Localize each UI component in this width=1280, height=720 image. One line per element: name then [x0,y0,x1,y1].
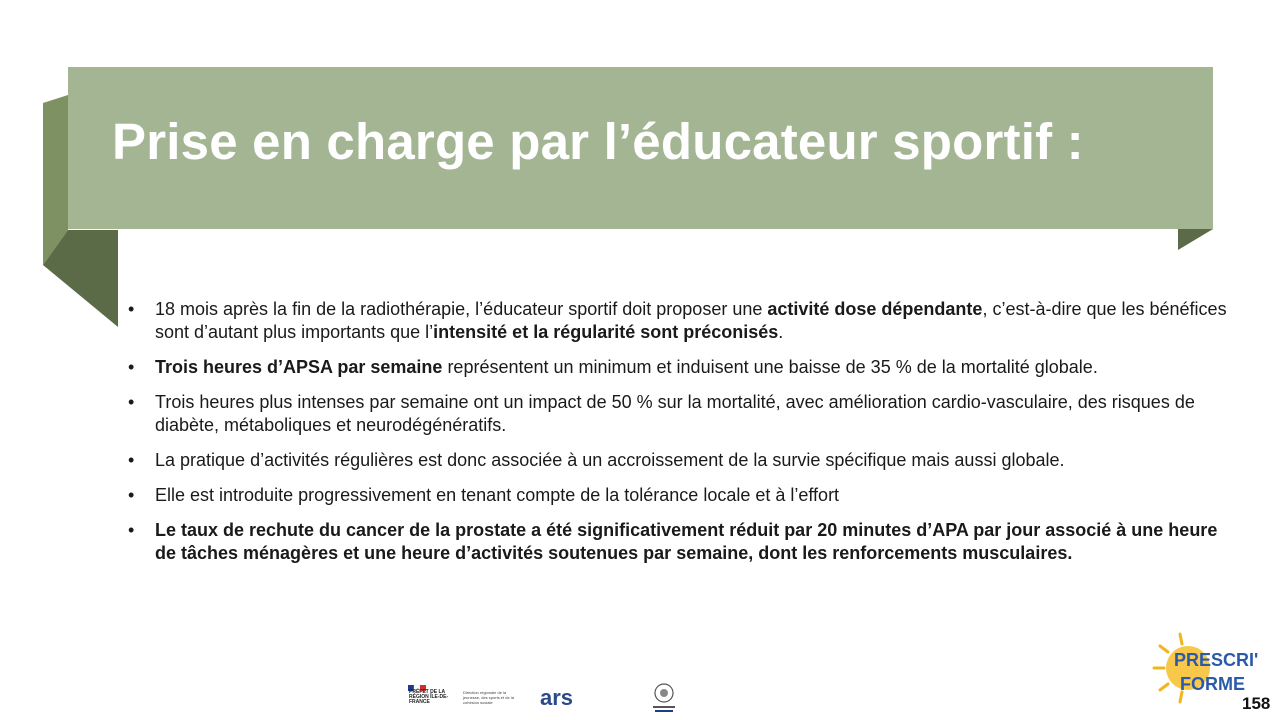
slide-title: Prise en charge par l’éducateur sportif : [112,113,1084,170]
bullet-text-bold: Trois heures d’APSA par semaine [155,357,443,377]
bullet-text-bold: activité dose dépendante [767,299,983,319]
bullet-text-bold: Le taux de rechute du cancer de la prostate a été significativement réduit par 20 minutes d’APA par jour associé à une heure de tâches ménagères et une heure d’activités soutenues par semaine, dont les renforcements musculaires. [155,520,1218,563]
bullet-item [128,449,1238,472]
ars-logo [540,685,573,711]
bullet-text: Trois heures plus intenses par semaine ont un impact de 50 % sur la mortalité, avec amélioration cardio-vasculaire, des risques de diabète, métaboliques et neurodégénératifs. [155,392,1195,435]
page-number: 158 [1242,694,1271,713]
bullet-item [128,391,1238,437]
bullet-text: Elle est introduite progressivement en tenant compte de la tolérance locale et à l’effort [155,485,840,505]
bullet-text: , c’est-à-dire que les bénéfices sont d’autant plus importants que l’ [155,299,1227,342]
prefet-logo-text: PRÉFET DE LA RÉGION ÎLE-DE-FRANCE [409,689,449,705]
bullet-item [128,356,1238,379]
prescriforme-logo-line1: PRESCRI' [1174,650,1259,670]
bullet-text: représentent un minimum et induisent une baisse de 35 % de la mortalité globale. [442,357,1098,377]
ars-logo-text: ars [540,685,574,710]
prescriforme-logo-line2: FORME [1180,674,1245,694]
drjscs-logo-text: Direction régionale de la jeunesse, des sports et de la cohésion sociale [463,690,514,705]
bullet-item [128,484,1238,507]
bullet-text-bold: intensité et la régularité sont préconisés [433,322,779,342]
bullet-item [128,519,1238,565]
bullet-text: La pratique d’activités régulières est donc associée à un accroissement de la survie spécifique mais aussi globale. [155,450,1065,470]
bullet-item [128,298,1238,344]
seal-logo [650,682,678,716]
bullet-text: 18 mois après la fin de la radiothérapie, l’éducateur sportif doit proposer une [155,299,768,319]
bullet-list [128,298,1238,577]
bullet-text: . [778,322,784,342]
